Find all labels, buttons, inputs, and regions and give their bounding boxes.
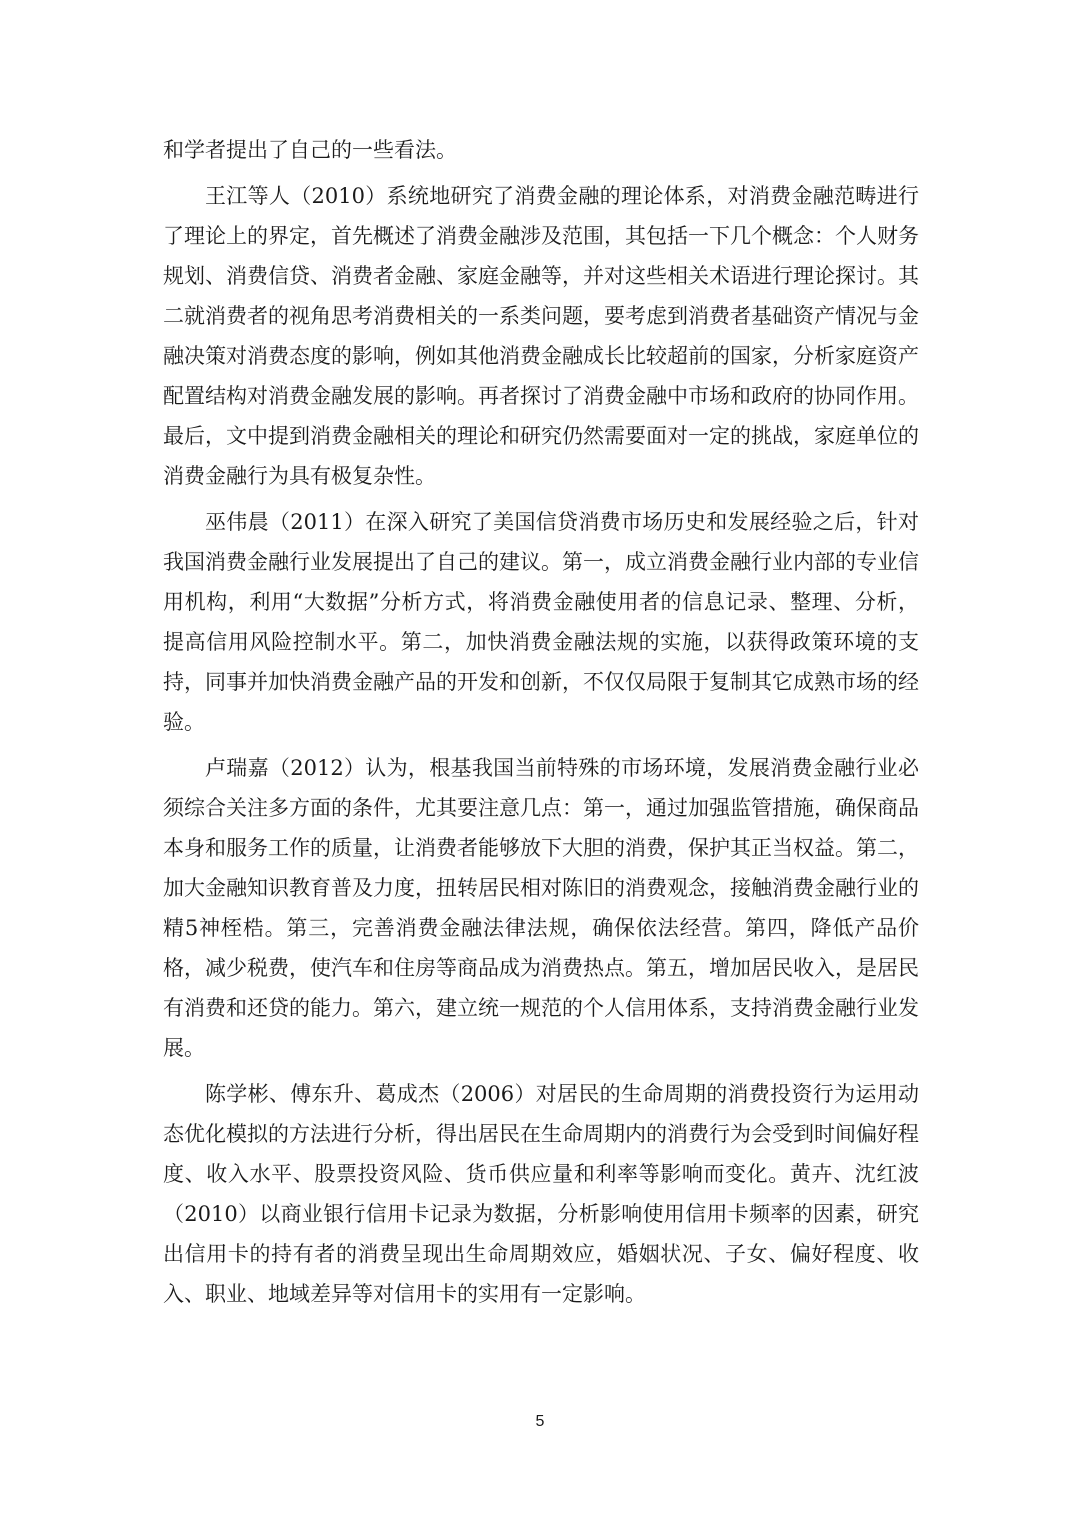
- paragraph-continuation: 和学者提出了自己的一些看法。: [163, 138, 457, 162]
- paragraph-wang-jiang: 王江等人（2010）系统地研究了消费金融的理论体系，对消费金融范畴进行了理论上的界定，首先概述了消费金融涉及范围，其包括一下几个概念：个人财务规划、消费信贷、消费者金融、家庭金融等，并对这些相关术语进行理论探讨。其二就消费者的视角思考消费相关的一系类问题，要考虑到消费者基础资产情况与金融决策对消费态度的影响，例如其他消费金融成长比较超前的国家，分析家庭资产配置结构对消费金融发展的影响。再者探讨了消费金融中市场和政府的协同作用。最后，文中提到消费金融相关的理论和研究仍然需要面对一定的挑战，家庭单位的消费金融行为具有极复杂性。: [163, 184, 919, 488]
- paragraph-lu-ruijia: 卢瑞嘉（2012）认为，根基我国当前特殊的市场环境，发展消费金融行业必须综合关注多方面的条件，尤其要注意几点：第一，通过加强监管措施，确保商品本身和服务工作的质量，让消费者能够放下大胆的消费，保护其正当权益。第二，加大金融知识教育普及力度，扭转居民相对陈旧的消费观念，接触消费金融行业的精5神桎梏。第三，完善消费金融法律法规，确保依法经营。第四，降低产品价格，减少税费，使汽车和住房等商品成为消费热点。第五，增加居民收入，是居民有消费和还贷的能力。第六，建立统一规范的个人信用体系，支持消费金融行业发展。: [163, 756, 919, 1060]
- paragraph-chen-xuebin: 陈学彬、傅东升、葛成杰（2006）对居民的生命周期的消费投资行为运用动态优化模拟的方法进行分析，得出居民在生命周期内的消费行为会受到时间偏好程度、收入水平、股票投资风险、货币供应量和利率等影响而变化。黄卉、沈红波（2010）以商业银行信用卡记录为数据，分析影响使用信用卡频率的因素，研究出信用卡的持有者的消费呈现出生命周期效应，婚姻状况、子女、偏好程度、收入、职业、地域差异等对信用卡的实用有一定影响。: [163, 1082, 919, 1306]
- paragraph-wu-weichen: 巫伟晨（2011）在深入研究了美国信贷消费市场历史和发展经验之后，针对我国消费金融行业发展提出了自己的建议。第一，成立消费金融行业内部的专业信用机构，利用“大数据”分析方式，将消费金融使用者的信息记录、整理、分析，提高信用风险控制水平。第二，加快消费金融法规的实施，以获得政策环境的支持，同事并加快消费金融产品的开发和创新，不仅仅局限于复制其它成熟市场的经验。: [163, 510, 919, 734]
- page-number: 5: [535, 1413, 545, 1430]
- body-text: [163, 130, 919, 1320]
